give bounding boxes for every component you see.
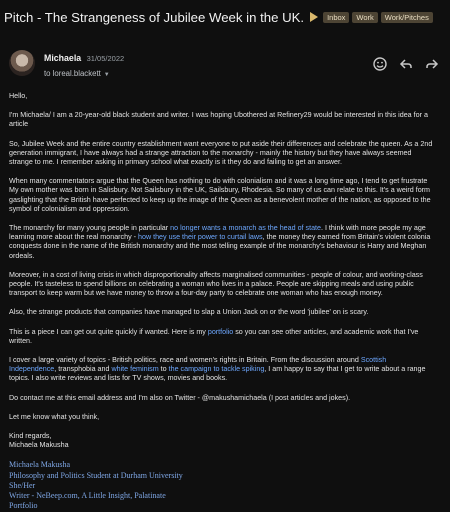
link-white-feminism[interactable]: white feminism <box>111 365 159 374</box>
text-line: conquests done in the name of the British monarchy and the most telling example of the monarchy's behaviour is Harry and Meghan <box>9 242 427 251</box>
signature-name: Michaela Makusha <box>9 460 71 470</box>
text-line: article <box>9 120 29 129</box>
closing-text: Kind regards, <box>9 432 52 441</box>
link-scottish-independence[interactable]: Scottish <box>360 356 387 365</box>
smiley-icon[interactable] <box>372 56 388 72</box>
text-segment: learning more about the real monarchy - <box>9 233 138 242</box>
signature-title: Philosophy and Politics Student at Durham University <box>9 470 183 480</box>
sender-header <box>0 46 450 82</box>
text-segment: so you can see other articles, and academic work that I've <box>233 327 419 336</box>
sender-date: 31/05/2022 <box>86 54 125 63</box>
paragraph-contact: Do contact me at this email address and I'm also on Twitter - @makushamichaela (I post articles and jokes). <box>9 393 351 402</box>
closing-name: Michaela Makusha <box>9 441 69 450</box>
text-line: gaslighting that the British have perfected to keep up the image of the Queen as a benevolent mother of the nation, as opposed to the <box>9 195 431 204</box>
text-segment: , I am happy to say that I get to write about a range <box>264 365 426 374</box>
chevron-down-icon[interactable]: ▼ <box>103 72 110 78</box>
link-scottish-independence-cont[interactable]: Independence <box>9 365 55 374</box>
text-line <box>9 233 450 242</box>
text-line <box>9 365 450 374</box>
paragraph-topics <box>9 356 450 384</box>
signature-writer: Writer - NeBeep.com, A Little Insight, Palatinate <box>9 491 166 501</box>
important-marker-icon[interactable] <box>310 12 318 22</box>
paragraph-cost-of-living <box>9 271 450 299</box>
text-line: When many commentators argue that the Queen has nothing to do with colonialism and it was a long time ago, I tend to get frustrate <box>9 177 428 186</box>
email-body <box>9 92 450 512</box>
closing-block <box>9 432 450 450</box>
link-spiking-campaign[interactable]: the campaign to tackle spiking <box>168 365 265 374</box>
label-inbox[interactable]: Inbox <box>323 12 349 23</box>
sender-name <box>44 53 124 63</box>
text-segment: , the money they earned from Britain's violent colonia <box>262 233 431 242</box>
link-head-of-state[interactable]: no longer wants a monarch as the head of state <box>170 224 321 233</box>
text-line: symbol of colonialism and oppression. <box>9 204 130 213</box>
text-line: Moreover, in a cost of living crisis in which disproportionality affects marginalised communities - people of colour, and working-class <box>9 270 423 279</box>
forward-icon[interactable] <box>424 56 440 72</box>
greeting: Hello, <box>9 92 28 100</box>
avatar[interactable] <box>9 50 35 76</box>
text-line: ordeals. <box>9 251 35 260</box>
text-segment: to <box>158 365 169 374</box>
text-line <box>9 328 450 337</box>
text-line: strange to me. I remember asking in primary school what exactly is it they do and failing to get an answer. <box>9 158 342 167</box>
paragraph-monarchy <box>9 224 450 261</box>
signature-portfolio-link[interactable]: Portfolio <box>9 501 38 511</box>
recipient-text: to loreal.blackett <box>44 69 101 78</box>
label-work-pitches[interactable]: Work/Pitches <box>381 12 433 23</box>
text-line <box>9 224 450 233</box>
paragraph-portfolio <box>9 328 450 346</box>
text-line: written. <box>9 336 33 345</box>
paragraph-intro <box>9 111 450 129</box>
text-line: topics. I also write reviews and lists for TV shows, movies and books. <box>9 374 228 383</box>
signature-block <box>9 460 450 511</box>
text-line: I'm Michaela/ I am a 20-year-old black student and writer. I was hoping Ubothered at Refinery29 would be interested in this idea for a <box>9 111 428 120</box>
text-line: So, Jubilee Week and the entire country establishment want everyone to put aside their differences and celebrate the queen. As a 2nd <box>9 139 433 148</box>
paragraph-products: Also, the strange products that companies have managed to slap a Union Jack on or the word 'jubilee' on is scary. <box>9 308 369 317</box>
paragraph-feedback: Let me know what you think, <box>9 412 100 421</box>
paragraph-colonialism <box>9 177 450 214</box>
sender-name-text: Michaela <box>44 53 82 63</box>
label-work[interactable]: Work <box>352 12 377 23</box>
text-line: transport to keep warm but we have money to throw a four-day party to celebrate one woman who has enough money. <box>9 289 383 298</box>
text-line: people. It's tasteless to spend billions on celebrating a woman who lives in a palace. People are skipping meals and using public <box>9 280 414 289</box>
text-line: My own mother was born in Salisbury. Not Sailsbury in the UK, Sailsbury, Rhodesia. So many of us can relate to this. It's a weird form <box>9 186 430 195</box>
text-segment: , transphobia and <box>54 365 112 374</box>
text-line <box>9 356 450 365</box>
signature-pronouns: She/Her <box>9 480 36 490</box>
text-line: generation immigrant, I have always had a strange attraction to the monarchy - mainly the history but they have always seemed <box>9 148 412 157</box>
paragraph-jubilee <box>9 140 450 168</box>
link-curtail-laws[interactable]: how they use their power to curtail laws <box>138 233 263 242</box>
text-segment: I cover a large variety of topics - British politics, race and women's rights in Britain. From the discussion around <box>9 356 361 365</box>
link-portfolio[interactable]: portfolio <box>207 327 234 336</box>
text-segment: The monarchy for many young people in particular <box>9 224 171 233</box>
text-segment: This is a piece I can get out quite quickly if wanted. Here is my <box>9 327 208 336</box>
text-segment: . I think with more people my age <box>321 224 426 233</box>
recipient-line[interactable] <box>44 69 110 78</box>
email-subject-bar <box>0 0 450 34</box>
reply-icon[interactable] <box>398 56 414 72</box>
email-subject: Pitch - The Strangeness of Jubilee Week in the UK. <box>4 9 305 25</box>
